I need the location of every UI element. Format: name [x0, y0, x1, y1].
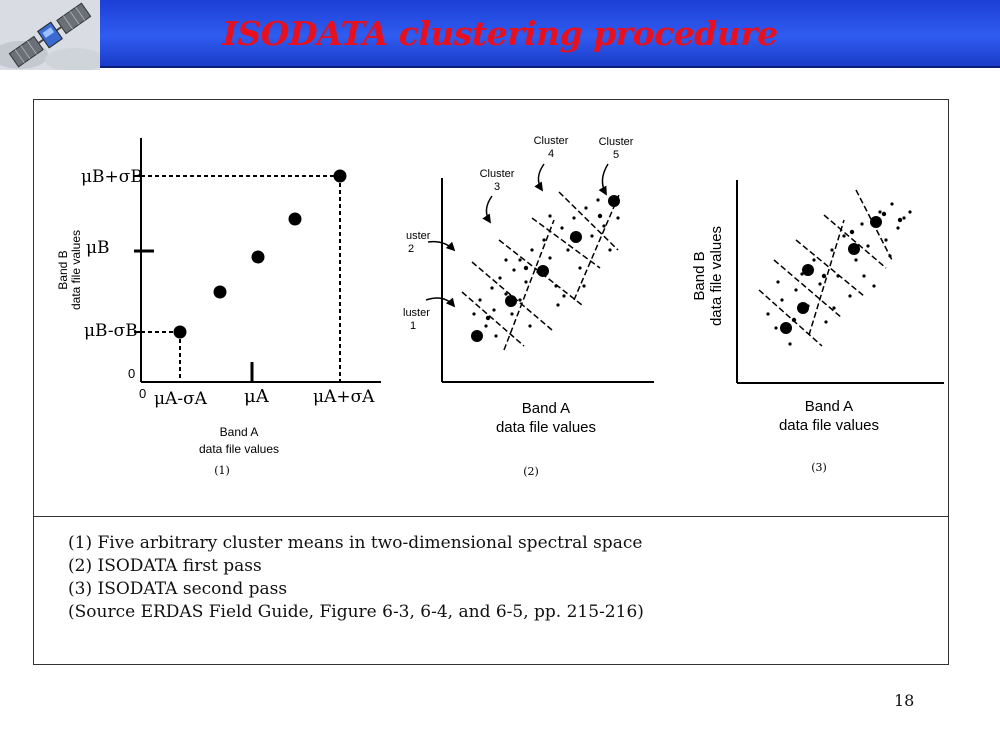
cluster3-label: Cluster	[479, 168, 515, 180]
label-mu-b-plus-sigma: μB+σB	[81, 167, 143, 187]
panel1-xlabel-line2: data file values	[198, 442, 280, 456]
figure-diagrams	[34, 100, 948, 516]
panel3-number: (3)	[811, 461, 827, 474]
cluster-5-mean	[608, 195, 620, 207]
caption-item: (Source ERDAS Field Guide, Figure 6-3, 6-4, and 6-5, pp. 215-216)	[68, 602, 644, 622]
cluster-mean-point	[214, 286, 227, 299]
figure-divider	[34, 516, 948, 517]
cluster-mean-point	[334, 170, 347, 183]
cluster-mean-point	[289, 213, 302, 226]
panel3-ylabel-line2: data file values	[708, 225, 725, 327]
cluster3-number: 3	[493, 181, 501, 193]
cluster-2-mean	[505, 295, 517, 307]
cluster5-number: 5	[612, 149, 620, 161]
cluster4-label: Cluster	[533, 135, 569, 147]
panel2-xlabel-line2: data file values	[495, 419, 597, 436]
cluster-mean-point	[252, 251, 265, 264]
panel3-xlabel-line2: data file values	[778, 417, 880, 434]
cluster2-label: uster	[406, 230, 431, 242]
arrow-cluster5	[602, 164, 608, 194]
cluster-1-mean	[471, 330, 483, 342]
caption-item: (1) Five arbitrary cluster means in two-dimensional spectral space	[68, 533, 643, 553]
panel1-ylabel-line2: data file values	[69, 229, 83, 311]
caption-item: (3) ISODATA second pass	[68, 579, 288, 599]
label-mu-a-plus-sigma: μA+σA	[313, 387, 375, 407]
panel-3	[691, 180, 944, 474]
satellite-icon	[0, 0, 100, 70]
arrow-cluster4	[538, 164, 544, 190]
arrow-cluster1	[426, 298, 454, 306]
label-x-zero: 0	[139, 386, 147, 401]
panel3-ylabel-line1: Band B	[691, 251, 708, 301]
cluster-4-mean	[848, 243, 860, 255]
panel1-number: (1)	[214, 464, 230, 477]
cluster-5-mean	[870, 216, 882, 228]
slide-title: ISODATA clustering procedure	[222, 14, 778, 53]
caption-list	[68, 532, 644, 624]
label-mu-b-minus-sigma: μB-σB	[84, 321, 138, 341]
cluster1-number: 1	[410, 320, 417, 332]
arrow-cluster3	[486, 196, 492, 222]
caption-item: (2) ISODATA first pass	[68, 556, 262, 576]
label-mu-a: μA	[244, 386, 269, 407]
panel1-ylabel-line1: Band B	[56, 250, 70, 290]
panel2-number: (2)	[523, 465, 539, 478]
cluster-3-mean	[802, 264, 814, 276]
page-number: 18	[894, 691, 915, 710]
panel2-xlabel-line1: Band A	[521, 400, 571, 417]
cluster-2-mean	[797, 302, 809, 314]
label-y-zero: 0	[128, 366, 136, 381]
panel3-xlabel-line1: Band A	[804, 398, 854, 415]
cluster5-label: Cluster	[598, 136, 634, 148]
cluster2-number: 2	[408, 243, 415, 255]
figure-box	[33, 99, 949, 665]
cluster-1-mean	[780, 322, 792, 334]
panel-1	[56, 138, 381, 477]
cluster-mean-point	[174, 326, 187, 339]
cluster-4-mean	[570, 231, 582, 243]
cluster-3-mean	[537, 265, 549, 277]
label-mu-a-minus-sigma: μA-σA	[154, 389, 207, 409]
panel1-xlabel-line1: Band A	[219, 425, 259, 439]
panel-2	[403, 135, 654, 478]
logo	[0, 0, 100, 70]
cluster1-label: luster	[403, 307, 430, 319]
label-mu-b: μB	[86, 238, 110, 258]
cluster4-number: 4	[547, 148, 555, 160]
